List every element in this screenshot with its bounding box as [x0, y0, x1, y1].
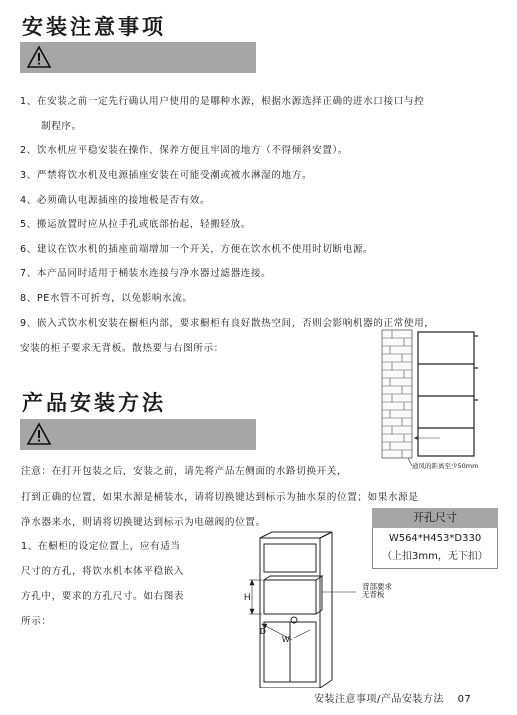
warning-banner: [20, 42, 256, 73]
list-item: 6、建议在饮水机的插座前端增加一个开关，方便在饮水机不使用时切断电源。: [20, 244, 374, 255]
list-item: 2、饮水机应平稳安装在操作、保养方便且牢固的地方（不得倾斜安置）。: [20, 145, 349, 156]
install-step-line: 方孔中，要求的方孔尺寸。如右图表: [21, 591, 185, 602]
section-title-precautions: 安装注意事项: [22, 15, 166, 39]
page-footer: [314, 690, 471, 705]
install-step-line: 1、在橱柜的设定位置上，应有适当: [21, 541, 181, 552]
depth-label: D: [260, 627, 266, 636]
install-step-line: 尺寸的方孔，将饮水机本体平稳嵌入: [21, 566, 185, 577]
cutout-size-dimensions: W564*H453*D330: [388, 533, 482, 544]
warning-icon: [26, 45, 52, 69]
cutout-size-title: 开孔尺寸: [372, 508, 498, 528]
install-note-line: 打到正确的位置，如果水源是桶装水，请将切换键达到标示为抽水泵的位置；如果水源是: [21, 492, 419, 503]
ventilation-diagram: [380, 328, 515, 470]
width-label: W: [282, 635, 290, 644]
list-item: 4、必须确认电源插座的接地极是否有效。: [20, 195, 211, 206]
no-backboard-note: 背部要求 无背板: [362, 582, 392, 599]
list-item-continued: 制程序。: [41, 121, 82, 132]
install-note-line: 注意：在打开包装之后，安装之前，请先将产品左侧面的水路切换开关，: [21, 466, 348, 477]
list-item-continued: 安装的柜子要求无背板。散热要与右图所示：: [20, 343, 224, 354]
height-label: H: [244, 592, 251, 602]
cutout-size-note: （上扣3mm，无下扣）: [382, 551, 488, 562]
list-item: 9、嵌入式饮水机安装在橱柜内部，要求橱柜有良好散热空间，否则会影响机器的正常使用，: [20, 318, 435, 329]
warning-banner: [20, 419, 256, 450]
cabinet-install-diagram: [232, 530, 382, 688]
list-item: 5、搬运放置时应从拉手孔或底部抬起，轻搬轻放。: [20, 219, 251, 230]
section-title-installation: 产品安装方法: [22, 391, 166, 415]
footer-section-title: 安装注意事项/产品安装方法: [314, 694, 444, 705]
list-item: 8、PE水管不可折弯，以免影响水流。: [20, 293, 193, 304]
list-item: 1、在安装之前一定先行确认用户使用的是哪种水源，根据水源选择正确的进水口接口与控: [20, 96, 425, 107]
list-item: 3、严禁将饮水机及电源插座安装在可能受潮或被水淋湿的地方。: [20, 170, 313, 181]
cabinet-side-view: [418, 332, 478, 456]
warning-icon: [26, 422, 52, 446]
cutout-size-box: [372, 508, 498, 569]
install-note-line: 净水器来水，则请将切换键达到标示为电磁阀的位置。: [21, 517, 266, 528]
page-number: 07: [457, 694, 472, 705]
install-step-line: 所示：: [21, 616, 52, 627]
ventilation-caption: 通风的距离至少50mm: [412, 462, 479, 470]
list-item: 7、本产品同时适用于桶装水连接与净水器过滤器连接。: [20, 268, 272, 279]
